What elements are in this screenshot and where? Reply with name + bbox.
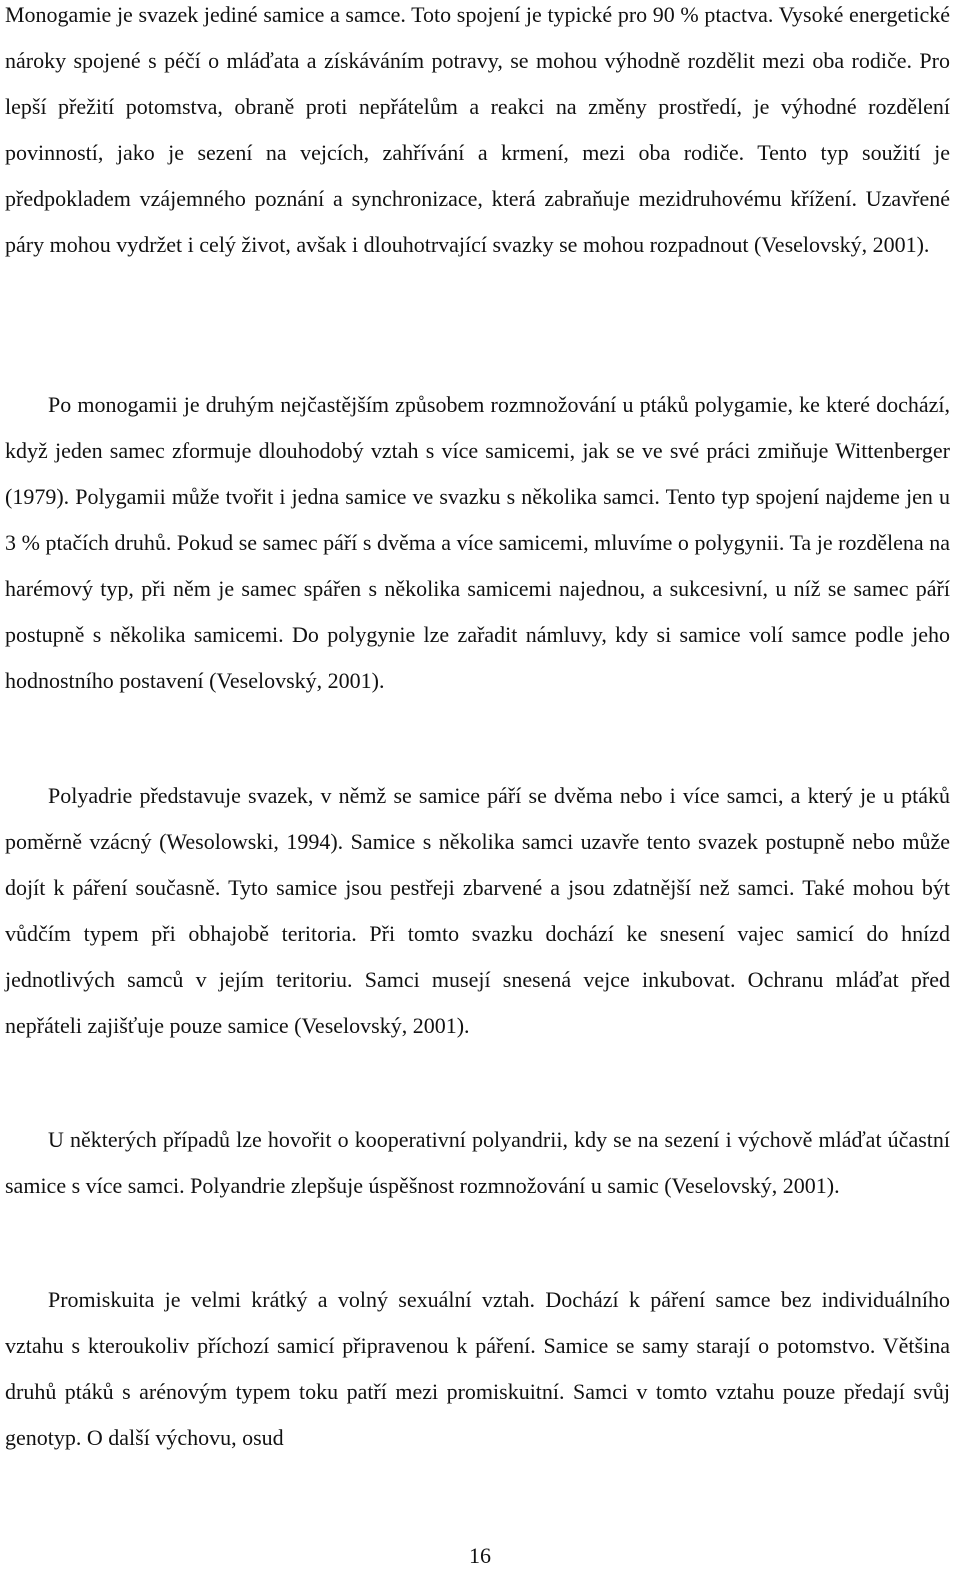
- paragraph-kooperativni-polyandrie: U některých případů lze hovořit o kooperativní polyandrii, kdy se na sezení i výchově mláďat účastní samice s více samci. Polyandrie zlepšuje úspěšnost rozmnožování u samic (Veselovský, 2001).: [5, 1127, 950, 1198]
- paragraph-monogamie: Monogamie je svazek jediné samice a samce. Toto spojení je typické pro 90 % ptactva. Vysoké energetické nároky spojené s péčí o mláďata a získáváním potravy, se mohou výhodně rozdělit mezi oba rodiče. Pro lepší přežití potomstva, obraně proti nepřátelům a reakci na změny prostředí, je výhodné rozdělení povinností, jako je sezení na vejcích, zahřívání a krmení, mezi oba rodiče. Tento typ soužití je předpokladem vzájemného poznání a synchronizace, která zabraňuje mezidruhovému křížení. Uzavřené páry mohou vydržet i celý život, avšak i dlouhotrvající svazky se mohou rozpadnout (Veselovský, 2001).: [5, 2, 950, 257]
- paragraph-promiskuita: Promiskuita je velmi krátký a volný sexuální vztah. Dochází k páření samce bez individuálního vztahu s kteroukoliv příchozí samicí připravenou k páření. Samice se samy starají o potomstvo. Většina druhů ptáků s arénovým typem toku patří mezi promiskuitní. Samci v tomto vztahu pouze předají svůj genotyp. O další výchovu, osud: [5, 1287, 950, 1450]
- paragraph-polyadrie: Polyadrie představuje svazek, v němž se samice páří se dvěma nebo i více samci, a který je u ptáků poměrně vzácný (Wesolowski, 1994). Samice s několika samci uzavře tento svazek postupně nebo může dojít k páření současně. Tyto samice jsou pestřeji zbarvené a jsou zdatnější než samci. Také mohou být vůdčím typem při obhajobě teritoria. Při tomto svazku dochází ke snesení vajec samicí do hnízd jednotlivých samců v jejím teritoriu. Samci musejí snesená vejce inkubovat. Ochranu mláďat před nepřáteli zajišťuje pouze samice (Veselovský, 2001).: [5, 783, 950, 1038]
- page-number: 16: [469, 1543, 491, 1568]
- paragraph-polygamie: Po monogamii je druhým nejčastějším způsobem rozmnožování u ptáků polygamie, ke které dochází, když jeden samec zformuje dlouhodobý vztah s více samicemi, jak se ve své práci zmiňuje Wittenberger (1979). Polygamii může tvořit i jedna samice ve svazku s několika samci. Tento typ spojení najdeme jen u 3 % ptačích druhů. Pokud se samec páří s dvěma a více samicemi, mluvíme o polygynii. Ta je rozdělena na harémový typ, při něm je samec spářen s několika samicemi najednou, a sukcesivní, u níž se samec páří postupně s několika samicemi. Do polygynie lze zařadit námluvy, kdy si samice volí samce podle jeho hodnostního postavení (Veselovský, 2001).: [5, 392, 950, 693]
